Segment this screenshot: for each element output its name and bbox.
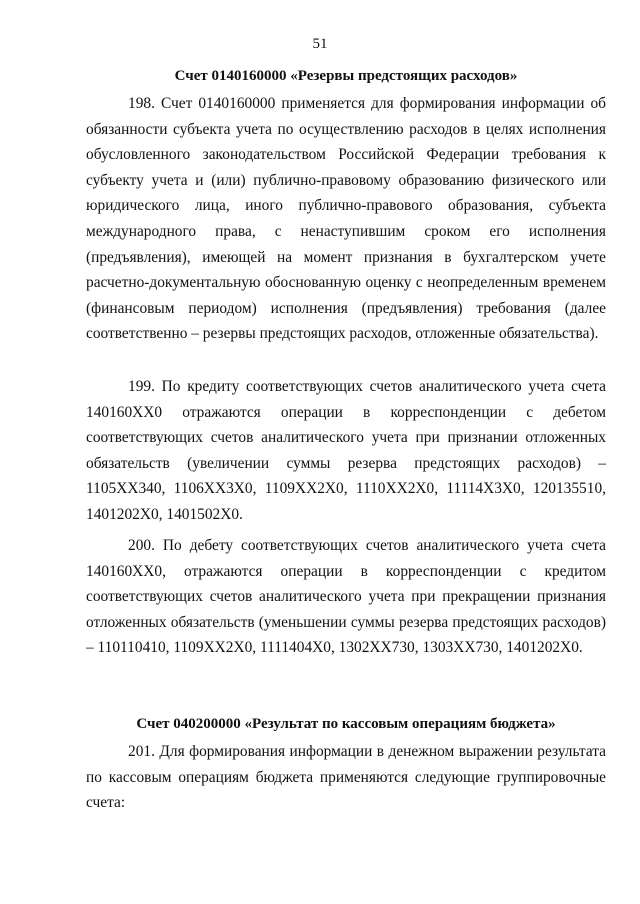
section-heading-cash-operations: Счет 040200000 «Результат по кассовым операциям бюджета» [136, 716, 556, 732]
page-number: 51 [312, 36, 328, 52]
paragraph-201: 201. Для формирования информации в денежном выражении результата по кассовым операциям бюджета применяются следующие группировочные счета: [86, 743, 606, 812]
section-heading-reserves: Счет 0140160000 «Резервы предстоящих расходов» [174, 68, 518, 84]
paragraph-198: 198. Счет 0140160000 применяется для формирования информации об обязанности субъекта учета по осуществлению расходов в целях исполнения обусловленного законодательством Российской Федерации требования к субъекту учета и (или) публично-правовому образованию физического или юридического лица, иного публично-правового образования, субъекта международного права, с ненаступившим сроком его исполнения (предъявления), имеющей на момент признания в бухгалтерском учете расчетно-документальную обоснованную оценку с неопределенным временем (финансовым периодом) исполнения (предъявления) требования (далее соответственно – резервы предстоящих расходов, отложенные обязательства). [86, 95, 606, 343]
paragraph-200: 200. По дебету соответствующих счетов аналитического учета счета 140160ХХ0, отражаются операции в корреспонденции с кредитом соответствующих счетов аналитического учета при прекращении признания отложенных обязательств (уменьшении суммы резерва предстоящих расходов) – 110110410, 1109ХХ2Х0, 1111404Х0, 1302ХХ730, 1303ХХ730, 1401202Х0. [86, 537, 606, 657]
paragraph-199: 199. По кредиту соответствующих счетов аналитического учета счета 140160ХХ0 отражаются операции в корреспонденции с дебетом соответствующих счетов аналитического учета при признании отложенных обязательств (увеличении суммы резерва предстоящих расходов) – 1105ХХ340, 1106ХХ3Х0, 1109ХХ2Х0, 1110ХХ2Х0, 11114Х3Х0, 120135510, 1401202Х0, 1401502Х0. [86, 378, 606, 523]
